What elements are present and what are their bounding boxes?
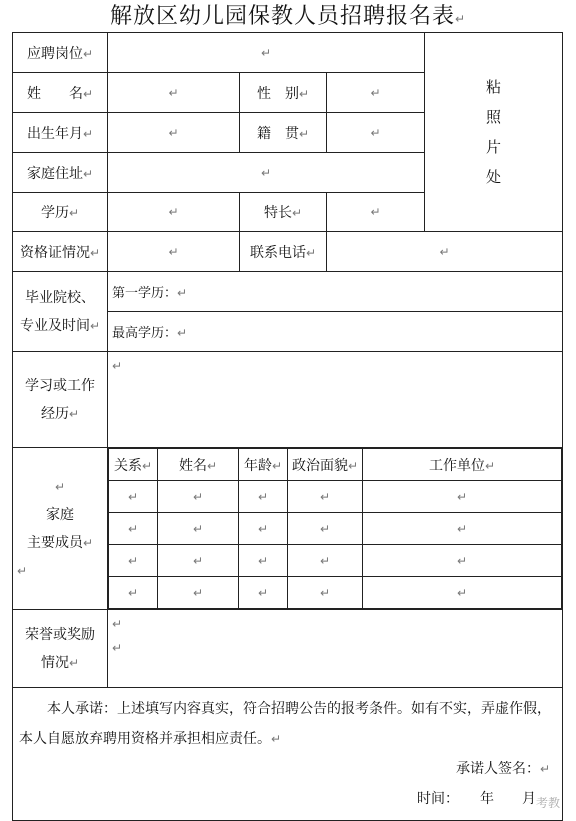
family-member-row <box>109 545 562 577</box>
label-honors: 荣誉或奖励 情况↵ <box>13 610 108 688</box>
row-first-degree <box>13 272 563 312</box>
row-family <box>13 448 563 610</box>
field-gender[interactable]: ↵ <box>327 73 425 113</box>
field-experience[interactable]: ↵ <box>108 352 563 448</box>
header-relation: 关系↵ <box>109 449 158 481</box>
row-position <box>13 33 563 73</box>
header-name: 姓名↵ <box>158 449 239 481</box>
cell-political[interactable]: ↵ <box>288 545 363 577</box>
field-education[interactable]: ↵ <box>108 193 240 232</box>
cell-name[interactable]: ↵ <box>158 481 239 513</box>
cell-relation[interactable]: ↵ <box>109 513 158 545</box>
label-education: 学历↵ <box>13 193 108 232</box>
label-gender: 性 别↵ <box>240 73 327 113</box>
cell-political[interactable]: ↵ <box>288 481 363 513</box>
cell-age[interactable]: ↵ <box>239 513 288 545</box>
label-graduate: 毕业院校、 专业及时间↵ <box>13 272 108 352</box>
cell-political[interactable]: ↵ <box>288 513 363 545</box>
field-address[interactable]: ↵ <box>108 153 425 193</box>
cell-political[interactable]: ↵ <box>288 577 363 609</box>
label-family: ↵ 家庭 主要成员↵ ↵ <box>13 448 108 610</box>
cell-workplace[interactable]: ↵ <box>363 545 562 577</box>
family-members-table <box>108 448 562 609</box>
label-name: 姓 名↵ <box>13 73 108 113</box>
registration-form <box>12 32 563 821</box>
form-title: 解放区幼儿园保教人员招聘报名表↵ <box>109 4 467 29</box>
field-birth[interactable]: ↵ <box>108 113 240 153</box>
label-certificate: 资格证情况↵ <box>13 232 108 272</box>
row-experience <box>13 352 563 448</box>
declaration-text: 本人承诺：上述填写内容真实，符合招聘公告的报考条件。如有不实，弄虚作假，本人自愿放弃聘用资格并承担相应责任。 <box>19 701 551 747</box>
label-position: 应聘岗位↵ <box>13 33 108 73</box>
field-phone[interactable]: ↵ <box>327 232 563 272</box>
field-certificate[interactable]: ↵ <box>108 232 240 272</box>
field-position[interactable]: ↵ <box>108 33 425 73</box>
row-honors <box>13 610 563 688</box>
label-address: 家庭住址↵ <box>13 153 108 193</box>
label-birth: 出生年月↵ <box>13 113 108 153</box>
cell-name[interactable]: ↵ <box>158 545 239 577</box>
field-first-degree[interactable]: 第一学历：↵ <box>108 272 563 312</box>
family-header-row <box>109 449 562 481</box>
family-members-cell <box>108 448 563 610</box>
header-workplace: 工作单位↵ <box>363 449 562 481</box>
cell-relation[interactable]: ↵ <box>109 577 158 609</box>
cell-workplace[interactable]: ↵ <box>363 577 562 609</box>
field-honors[interactable]: ↵ ↵ <box>108 610 563 688</box>
row-certificate <box>13 232 563 272</box>
declaration: 本人承诺：上述填写内容真实，符合招聘公告的报考条件。如有不实，弄虚作假，本人自愿放弃聘用资格并承担相应责任。↵ 承诺人签名：↵ 时间： 年 月 考教 <box>13 688 563 821</box>
family-member-row <box>109 513 562 545</box>
header-age: 年龄↵ <box>239 449 288 481</box>
field-highest-degree[interactable]: 最高学历：↵ <box>108 312 563 352</box>
watermark-logo: 考教 <box>536 796 561 810</box>
field-name[interactable]: ↵ <box>108 73 240 113</box>
signature-line: 承诺人签名：↵ <box>455 761 551 777</box>
label-origin: 籍 贯↵ <box>240 113 327 153</box>
date-line: 时间： 年 月 <box>417 791 537 807</box>
field-origin[interactable]: ↵ <box>327 113 425 153</box>
cell-age[interactable]: ↵ <box>239 481 288 513</box>
label-specialty: 特长↵ <box>240 193 327 232</box>
header-political: 政治面貌↵ <box>288 449 363 481</box>
cell-name[interactable]: ↵ <box>158 577 239 609</box>
label-phone: 联系电话↵ <box>240 232 327 272</box>
row-declaration <box>13 688 563 821</box>
family-member-row <box>109 577 562 609</box>
cell-relation[interactable]: ↵ <box>109 545 158 577</box>
family-member-row <box>109 481 562 513</box>
photo-area: 粘 照 片 处 <box>425 33 563 232</box>
cell-relation[interactable]: ↵ <box>109 481 158 513</box>
field-specialty[interactable]: ↵ <box>327 193 425 232</box>
cell-age[interactable]: ↵ <box>239 545 288 577</box>
cell-name[interactable]: ↵ <box>158 513 239 545</box>
cell-age[interactable]: ↵ <box>239 577 288 609</box>
label-experience: 学习或工作 经历↵ <box>13 352 108 448</box>
cell-workplace[interactable]: ↵ <box>363 513 562 545</box>
cell-workplace[interactable]: ↵ <box>363 481 562 513</box>
